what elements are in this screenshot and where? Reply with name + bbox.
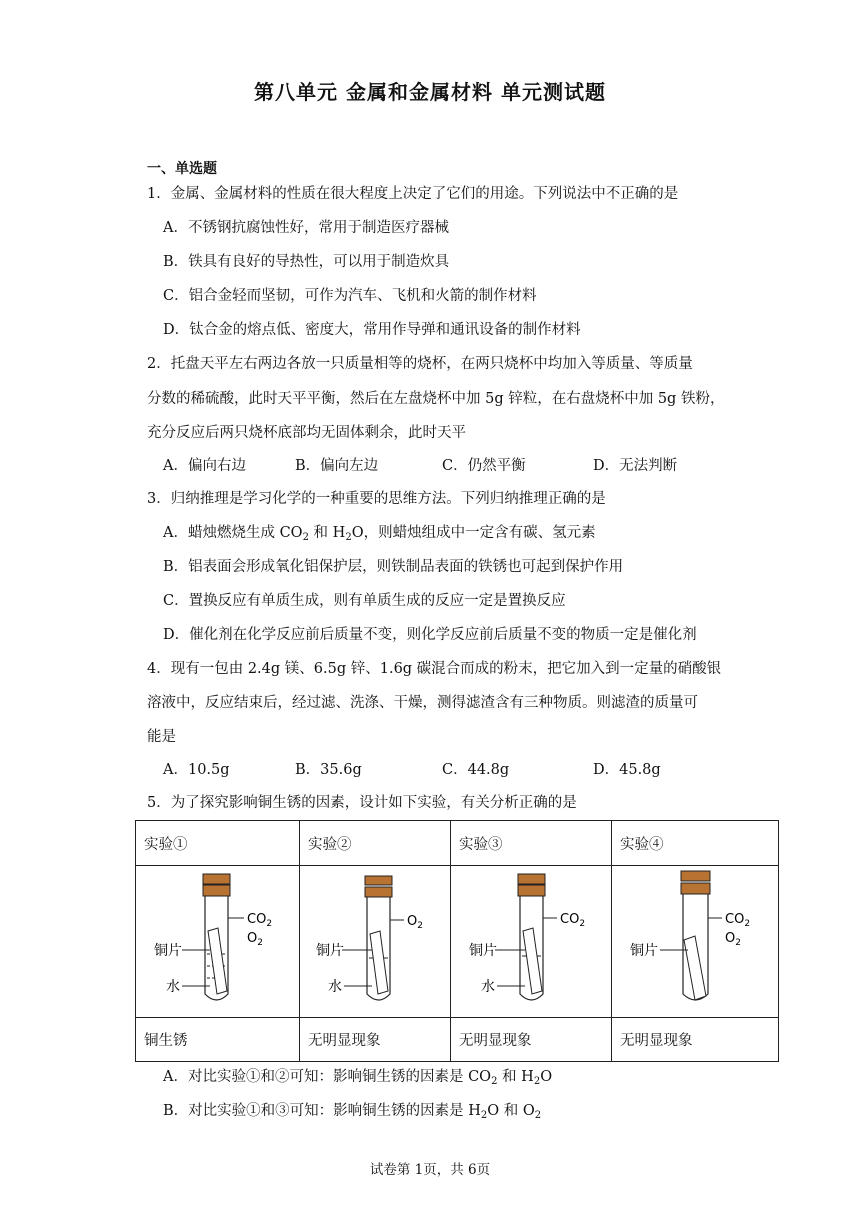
q5-option-a: A．对比实验①和②可知：影响铜生锈的因素是 $CO_2$ 和 $H_2O$: [163, 1069, 553, 1087]
exp2-diagram: [300, 866, 451, 1018]
copper-strip: [208, 928, 227, 994]
q2-option-c: C．仍然平衡: [442, 458, 526, 474]
q3-option-b: B．铝表面会形成氧化铝保护层，则铁制品表面的铁锈也可起到保护作用: [163, 559, 624, 575]
label-copper: 铜片: [316, 943, 344, 959]
q4-option-d: D．45.8g: [593, 762, 661, 778]
q2-stem-line3: 充分反应后两只烧杯底部均无固体剩余，此时天平: [147, 425, 466, 441]
label-o2: $O_2$: [247, 931, 263, 948]
stopper-top: [681, 871, 710, 881]
copper-strip: [370, 931, 388, 994]
exp3-diagram: [451, 866, 612, 1018]
label-copper: 铜片: [154, 943, 182, 959]
experiment-table: [135, 820, 779, 1062]
q3-option-a: A．蜡烛燃烧生成 $CO_2$ 和 $H_2O$，则蜡烛组成中一定含有碳、氢元素: [163, 525, 596, 543]
q1-stem: 1．金属、金属材料的性质在很大程度上决定了它们的用途。下列说法中不正确的是: [147, 186, 679, 202]
q4-option-b: B．35.6g: [295, 762, 362, 778]
q1-option-d: D．钛合金的熔点低、密度大，常用作导弹和通讯设备的制作材料: [163, 322, 581, 338]
q4-option-c: C．44.8g: [442, 762, 510, 778]
stopper-bottom: [203, 885, 230, 896]
stopper-top: [518, 874, 545, 884]
q1-option-b: B．铁具有良好的导热性，可以用于制造炊具: [163, 254, 450, 270]
exp4-diagram: [612, 866, 779, 1018]
exp-result-1: 铜生锈: [136, 1018, 300, 1062]
label-water: 水: [328, 979, 342, 995]
q5-option-b: B．对比实验①和③可知：影响铜生锈的因素是 $H_2O$ 和 $O_2$: [163, 1103, 542, 1121]
stopper-bottom: [365, 887, 392, 897]
exp-header-4: 实验④: [612, 821, 779, 866]
exp-header-3: 实验③: [451, 821, 612, 866]
label-water: 水: [166, 979, 180, 995]
q4-stem-line2: 溶液中，反应结束后，经过滤、洗涤、干燥，测得滤渣含有三种物质。则滤渣的质量可: [147, 695, 698, 711]
exp-header-2: 实验②: [300, 821, 451, 866]
q3-option-c: C．置换反应有单质生成，则有单质生成的反应一定是置换反应: [163, 593, 566, 609]
q4-stem-line1: 4．现有一包由 2.4g 镁、6.5g 锌、1.6g 碳混合而成的粉末，把它加入到一定量的硝酸银: [147, 661, 722, 677]
q3-option-d: D．催化剂在化学反应前后质量不变，则化学反应前后质量不变的物质一定是催化剂: [163, 627, 697, 643]
label-copper: 铜片: [469, 943, 497, 959]
copper-strip: [523, 928, 542, 994]
label-co2: $CO_2$: [725, 912, 751, 929]
q4-stem-line3: 能是: [147, 729, 176, 745]
exp-header-1: 实验①: [136, 821, 300, 866]
stopper-bottom: [518, 885, 545, 896]
q1-option-a: A．不锈钢抗腐蚀性好，常用于制造医疗器械: [163, 220, 449, 236]
q2-option-d: D．无法判断: [593, 458, 678, 474]
page-footer: 试卷第 1页，共 6页: [369, 1162, 491, 1178]
exp1-diagram: [136, 866, 300, 1018]
q3-stem: 3．归纳推理是学习化学的一种重要的思维方法。下列归纳推理正确的是: [147, 491, 606, 507]
section-heading: 一、单选题: [147, 161, 217, 177]
label-o2: $O_2$: [725, 931, 741, 948]
stopper-top: [203, 874, 230, 884]
label-co2: $CO_2$: [247, 912, 273, 929]
exp-result-3: 无明显现象: [451, 1018, 612, 1062]
label-co2: $CO_2$: [560, 912, 586, 929]
q4-option-a: A．10.5g: [163, 762, 230, 778]
copper-strip: [684, 936, 706, 1000]
q1-option-c: C．铝合金轻而坚韧，可作为汽车、飞机和火箭的制作材料: [163, 288, 537, 304]
label-water: 水: [481, 979, 495, 995]
page-title: 第八单元 金属和金属材料 单元测试题: [254, 80, 606, 104]
exp-result-2: 无明显现象: [300, 1018, 451, 1062]
test-tube-diagram-4: [620, 866, 770, 1013]
test-tube-diagram-2: [308, 866, 442, 1013]
test-tube-diagram-3: [459, 866, 603, 1013]
exp-result-4: 无明显现象: [612, 1018, 779, 1062]
q2-option-b: B．偏向左边: [295, 458, 379, 474]
stopper-top: [365, 876, 392, 885]
stopper-bottom: [681, 883, 710, 894]
q2-stem-line1: 2．托盘天平左右两边各放一只质量相等的烧杯，在两只烧杯中均加入等质量、等质量: [147, 356, 693, 372]
label-o2: $O_2$: [407, 914, 423, 931]
q5-stem: 5．为了探究影响铜生锈的因素，设计如下实验，有关分析正确的是: [147, 795, 577, 811]
q2-option-a: A．偏向右边: [163, 458, 246, 474]
test-tube-diagram-1: [144, 866, 291, 1013]
q2-stem-line2: 分数的稀硫酸，此时天平平衡，然后在左盘烧杯中加 5g 锌粒，在右盘烧杯中加 5g 铁粉，: [147, 391, 725, 407]
label-copper: 铜片: [630, 943, 658, 959]
